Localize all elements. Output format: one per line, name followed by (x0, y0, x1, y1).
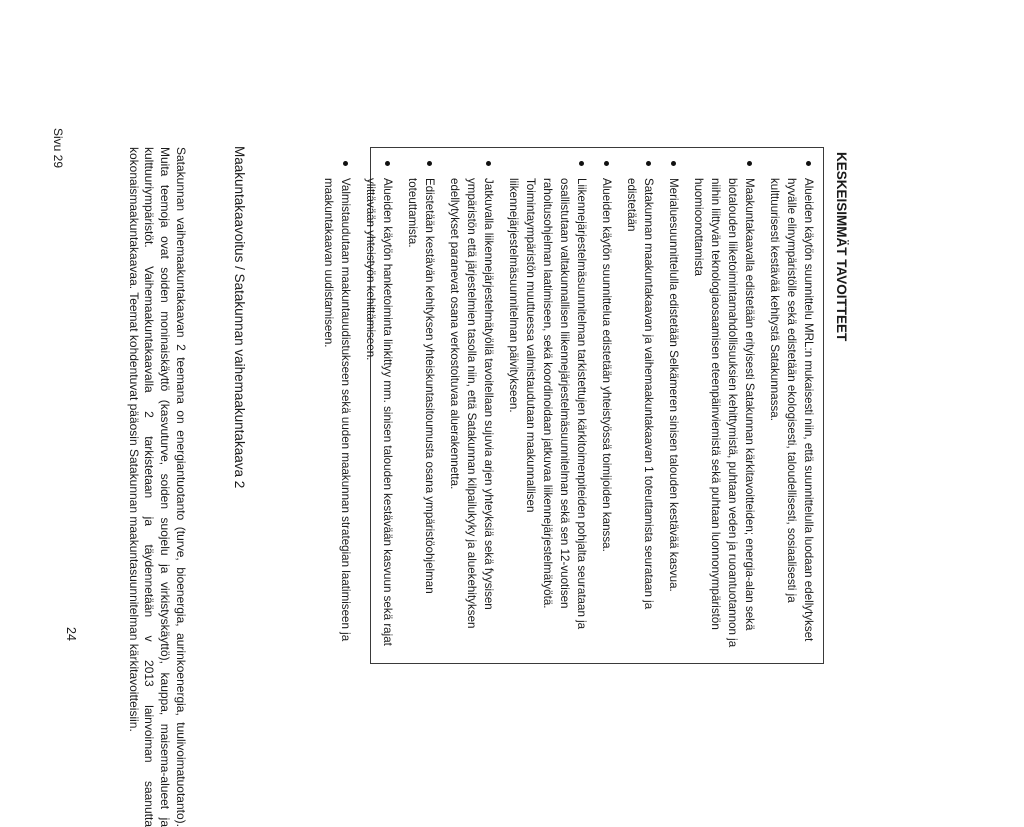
section-caption: Maakuntakaavoitus / Satakunnan vaihemaakuntakaava 2 (232, 146, 247, 489)
bullet-icon (385, 161, 390, 166)
bullet-icon (671, 161, 676, 166)
bullet-icon (343, 161, 348, 166)
bullet-icon (646, 161, 651, 166)
goal-item (404, 156, 438, 653)
goal-item (690, 156, 758, 653)
page-number: 24 (64, 627, 78, 641)
goals-list (320, 156, 817, 653)
goal-text: Edistetään kestävän kehityksen yhteiskuntasitoumusta osana ympäristöohjelman toteuttamista. (406, 178, 436, 594)
goal-text: Jatkuvalla liikennejärjestelmätyöllä tavoitellaan sujuvia arjen yhteyksiä sekä fyysisen ympäristön että järjestelmien tasolla niin, että Satakunnan kilpailukyky ja aluekehityksen edellytykset paranevat osana verkostoituvaa aluerakennetta. (448, 178, 495, 629)
goal-text: Valmistaudutaan maakuntauudistukseen sekä uuden maakunnan strategian laatimiseen ja maakuntakaavan uudistamiseen. (322, 178, 352, 642)
goal-item (598, 156, 615, 653)
goal-text: Merialuesuunnittelulla edistetään Selkämeren sinisen talouden kestävää kasvua. (667, 178, 680, 592)
goal-item (446, 156, 497, 653)
goal-text: Alueiden käytön hanketoiminta linkittyy mm. sinisen talouden kestävään kasvuun sekä rajat ylittävään yhteistyön kehittämiseen. (364, 178, 394, 646)
goals-box (322, 147, 824, 664)
goal-item (505, 156, 590, 653)
goal-text: Alueiden käytön suunnittelua edistetään yhteistyössä toimijoiden kanssa. (600, 178, 613, 552)
goal-item (320, 156, 354, 653)
goal-text: Alueiden käytön suunnittelu MRL:n mukaisesti niin, että suunnittelulla luodaan edellytykset hyvälle elinympäristölle sekä edistetään ekologisesti, taloudellisesti, sosiaalisesti ja kulttuurisesti kestävää kehitystä Satakunnassa. (768, 178, 815, 642)
bullet-icon (747, 161, 752, 166)
bullet-icon (579, 161, 584, 166)
bullet-icon (604, 161, 609, 166)
goal-text: Liikennejärjestelmäsuunnitelman tarkistettujen kärkitoimenpiteiden pohjalta seurataan ja osallistutaan valtakunnallisen liikennejärjestelmäsuunnitelman sekä sen 12-vuotisen rahoitusohjelman laatimiseen, sekä koordinoidaan jatkuvaa liikennejärjestelmätyötä. Toimintaympäristön muuttuessa valmistaudutaan maakunnallisen liikennejärjestelmäsuunnitelman päivitykseen. (507, 178, 588, 630)
bullet-icon (486, 161, 491, 166)
bullet-icon (806, 161, 811, 166)
goal-item (665, 156, 682, 653)
paragraph-text: Satakunnan vaihemaakuntakaavan 2 teemana on energiantuotanto (turve, bioenergia, aurinkoenergia, tuulivoimatuotanto). Muita teemoja ovat soiden moninaiskäyttö (kasvuturve, soiden suojelu ja virkistyskäyttö), kauppa, maisema-alueet ja kulttuuriympäristöt. Vaihemaakuntakaavalla 2 tarkistetaan ja täydennetään v 2013 lainvoiman saanutta kokonaismaakuntakaavaa. Teemat kohdentuvat pääosin Satakunnan maakuntasuunnitelman kärkitavoitteisiin. (126, 147, 188, 827)
bullet-icon (427, 161, 432, 166)
page-header-label: Sivu 29 (51, 128, 65, 169)
goal-item (362, 156, 396, 653)
goal-item (623, 156, 657, 653)
body-paragraph (28, 147, 188, 827)
goal-text: Satakunnan maakuntakaavan ja vaihemaakuntakaavan 1 toteuttamista seurataan ja edistetään (625, 178, 655, 610)
goal-text: Maakuntakaavalla edistetään erityisesti Satakunnan kärkitavoitteiden; energia-alan sekä biotalouden liiketoimintamahdollisuuksien kehittymistä, puhtaan veden ja ruoantuotannon ja niihin liittyvän teknologiaosaamisen eteenpäinviemistä sekä puhtaan luonnonympäristön huomioonottamista (692, 178, 756, 648)
goals-box-title: KESKEISIMMÄT TAVOITTEET (834, 152, 849, 342)
goal-item (766, 156, 817, 653)
